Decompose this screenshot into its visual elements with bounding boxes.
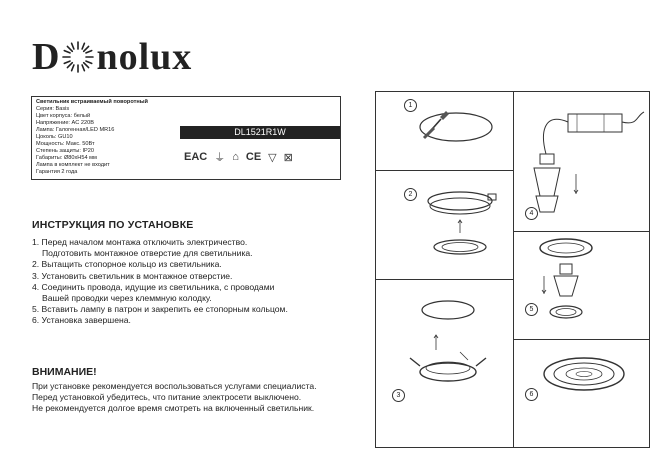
logo-text-start: D — [32, 36, 61, 78]
spec-line: Цвет корпуса: белый — [36, 113, 91, 119]
step-number: 4 — [525, 207, 538, 220]
step-line: 4. Соединить провода, идущие из светильника, с проводами — [32, 281, 275, 292]
step-line: 2. Вытащить стопорное кольцо из светильника. — [32, 259, 222, 270]
weee-bin-icon: ⊠ — [283, 151, 293, 164]
logo-text-end: nolux — [96, 36, 193, 78]
step-line: 3. Установить светильник в монтажное отверстие. — [32, 270, 233, 281]
diagram-step-3 — [375, 279, 514, 448]
step-number: 5 — [525, 303, 538, 316]
step-number: 6 — [525, 388, 538, 401]
step-number: 3 — [392, 389, 405, 402]
step-line: 1. Перед началом монтажа отключить электричество. — [32, 237, 248, 247]
remove-ring-illustration — [376, 171, 515, 281]
spec-line: Напряжение: AC 220В — [36, 120, 94, 126]
installation-diagram — [375, 91, 650, 448]
step-line: Подготовить монтажное отверстие для светильника. — [42, 248, 253, 259]
step-line: 6. Установка завершена. — [32, 315, 131, 326]
certification-marks — [184, 149, 293, 165]
step-line: Вашей проводки через клеммную колодку. — [42, 293, 212, 304]
warning-line: При установке рекомендуется воспользоваться услугами специалиста. — [32, 381, 317, 391]
spec-line: Степень защиты: IP20 — [36, 148, 94, 154]
spec-line: Мощность: Макс. 50Вт — [36, 141, 95, 147]
warning-lines — [32, 381, 317, 415]
ceiling-cutout-illustration — [376, 92, 515, 172]
brand-logo — [32, 38, 192, 76]
insert-fixture-illustration — [376, 280, 515, 449]
ground-icon: ⏚ — [214, 152, 226, 164]
ce-mark-icon: CE — [245, 151, 262, 163]
eac-mark-icon: EAC — [184, 151, 208, 163]
warning-title: ВНИМАНИЕ! — [32, 366, 97, 378]
sun-burst-icon — [61, 40, 95, 74]
model-number: DL1521R1W — [180, 126, 340, 139]
instructions-title: ИНСТРУКЦИЯ ПО УСТАНОВКЕ — [32, 219, 194, 231]
diagram-step-6 — [513, 339, 650, 448]
warning-line: Не рекомендуется долгое время смотреть на включенный светильник. — [32, 403, 315, 414]
diagram-step-1 — [375, 91, 514, 171]
instructions-steps — [32, 237, 288, 327]
class-triangle-icon: ▽ — [268, 151, 277, 164]
spec-line: Лампа: Галогенная/LED MR16 — [36, 127, 115, 133]
indoor-use-icon: ⌂ — [232, 151, 239, 163]
spec-line: Гарантия 2 года — [36, 169, 78, 175]
warning-line: Перед установкой убедитесь, что питание электросети выключено. — [32, 392, 302, 403]
spec-line: Серия: Basis — [36, 106, 70, 112]
spec-title: Светильник встраиваемый поворотный — [36, 99, 148, 105]
step-number: 2 — [404, 188, 417, 201]
diagram-step-2 — [375, 170, 514, 280]
diagram-step-4 — [513, 91, 650, 232]
diagram-step-5 — [513, 231, 650, 340]
spec-line: Габариты: Ø80xH54 мм — [36, 155, 97, 161]
step-line: 5. Вставить лампу в патрон и закрепить ее стопорным кольцом. — [32, 304, 288, 315]
step-number: 1 — [404, 99, 417, 112]
spec-line: Цоколь: GU10 — [36, 134, 73, 140]
spec-line: Лампа в комплект не входит — [36, 162, 110, 168]
insert-lamp-illustration — [514, 232, 651, 341]
spec-lines — [36, 99, 148, 176]
